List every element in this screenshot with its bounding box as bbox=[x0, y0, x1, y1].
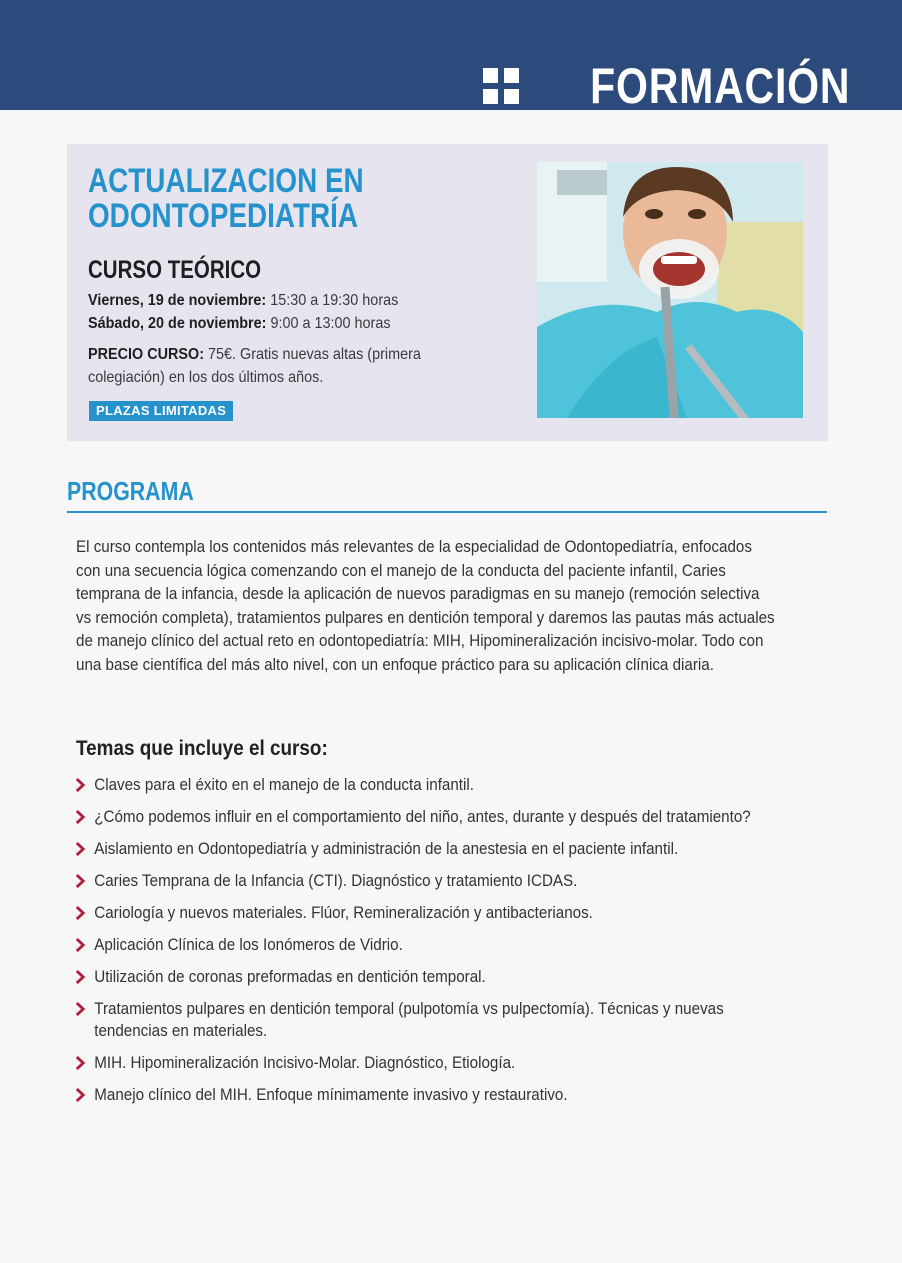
topics-heading: Temas que incluye el curso: bbox=[76, 737, 328, 760]
topic-text: Utilización de coronas preformadas en dentición temporal. bbox=[94, 968, 486, 986]
topic-item bbox=[74, 774, 801, 796]
programa-divider bbox=[67, 511, 827, 513]
topics-list bbox=[74, 774, 801, 1116]
schedule-row bbox=[88, 312, 398, 335]
section-logo bbox=[483, 58, 850, 114]
topic-item bbox=[74, 806, 801, 828]
topic-item bbox=[74, 1052, 801, 1074]
topic-item bbox=[74, 1084, 801, 1106]
topic-text: Manejo clínico del MIH. Enfoque mínimamente invasivo y restaurativo. bbox=[94, 1086, 568, 1104]
topic-text: Cariología y nuevos materiales. Flúor, Remineralización y antibacterianos. bbox=[94, 904, 593, 922]
course-schedule bbox=[88, 289, 398, 335]
programa-description: El curso contempla los contenidos más relevantes de la especialidad de Odontopediatría, enfocados con una secuencia lógica comenzando con el manejo de la conducta del paciente infantil, Caries temprana de la infancia, desde la aplicación de nuevos paradigmas en su manejo (remoción selectiva vs remoción completa), tratamientos pulpares en dentición temporal y daremos las pautas más actuales de manejo clínico del actual reto en odontopediatría: MIH, Hipomineralización incisivo-molar. Todo con una base científica del más alto nivel, con un enfoque práctico para su aplicación clínica diaria. bbox=[76, 538, 775, 674]
schedule-time: 15:30 a 19:30 horas bbox=[270, 292, 399, 309]
topic-text: Caries Temprana de la Infancia (CTI). Diagnóstico y tratamiento ICDAS. bbox=[94, 872, 578, 890]
chevron-right-icon bbox=[74, 809, 87, 825]
section-title: FORMACIÓN bbox=[589, 58, 850, 114]
limited-places-badge: PLAZAS LIMITADAS bbox=[89, 401, 233, 421]
topic-item bbox=[74, 934, 801, 956]
programa-title: PROGRAMA bbox=[67, 476, 194, 506]
topic-text: Claves para el éxito en el manejo de la conducta infantil. bbox=[94, 776, 474, 794]
topic-text: Aplicación Clínica de los Ionómeros de Vidrio. bbox=[94, 936, 403, 954]
chevron-right-icon bbox=[74, 1087, 87, 1103]
schedule-day: Sábado, 20 de noviembre: bbox=[88, 315, 267, 332]
schedule-row bbox=[88, 289, 398, 312]
topic-item bbox=[74, 870, 801, 892]
course-title: ACTUALIZACION EN ODONTOPEDIATRÍA bbox=[88, 162, 364, 235]
course-photo bbox=[537, 162, 803, 418]
topic-item bbox=[74, 838, 801, 860]
price-label: PRECIO CURSO: bbox=[88, 346, 205, 363]
child-dental-photo-illustration bbox=[537, 162, 803, 418]
topic-text: ¿Cómo podemos influir en el comportamiento del niño, antes, durante y después del tratamiento? bbox=[94, 808, 751, 826]
course-price bbox=[88, 343, 444, 389]
header-bar bbox=[0, 0, 902, 114]
schedule-day: Viernes, 19 de noviembre: bbox=[88, 292, 267, 309]
chevron-right-icon bbox=[74, 873, 87, 889]
chevron-right-icon bbox=[74, 841, 87, 857]
topic-text: Tratamientos pulpares en dentición temporal (pulpotomía vs pulpectomía). Técnicas y nuevas tendencias en materiales. bbox=[94, 1000, 724, 1040]
topic-text: MIH. Hipomineralización Incisivo-Molar. Diagnóstico, Etiología. bbox=[94, 1054, 516, 1072]
topic-text: Aislamiento en Odontopediatría y administración de la anestesia en el paciente infantil. bbox=[94, 840, 679, 858]
chevron-right-icon bbox=[74, 969, 87, 985]
chevron-right-icon bbox=[74, 937, 87, 953]
topic-item bbox=[74, 998, 801, 1042]
topic-item bbox=[74, 902, 801, 924]
chevron-right-icon bbox=[74, 1001, 87, 1017]
topic-item bbox=[74, 966, 801, 988]
course-type: CURSO TEÓRICO bbox=[88, 256, 262, 284]
schedule-time: 9:00 a 13:00 horas bbox=[270, 315, 391, 332]
chevron-right-icon bbox=[74, 1055, 87, 1071]
section-squares-icon bbox=[483, 68, 519, 104]
price-text: 75€. Gratis nuevas altas (primera colegiación) en los dos últimos años. bbox=[88, 346, 421, 386]
chevron-right-icon bbox=[74, 905, 87, 921]
chevron-right-icon bbox=[74, 777, 87, 793]
